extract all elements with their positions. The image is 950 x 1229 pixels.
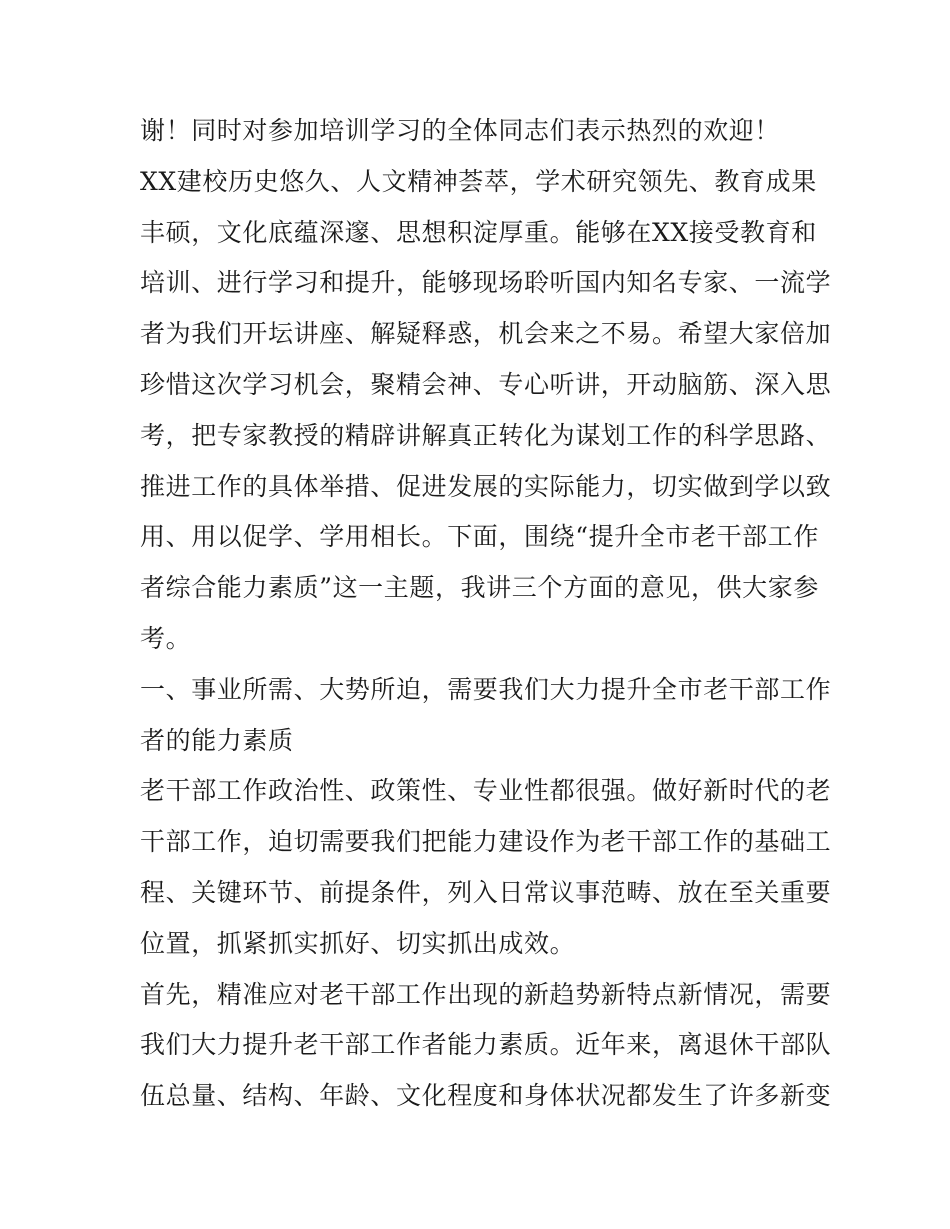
section-heading-line-2: 者的能力素质 [140, 725, 294, 755]
text-line-18: 首先，精准应对老干部工作出现的新趋势新特点新情况，需要 [140, 979, 832, 1009]
text-line-15: 干部工作，迫切需要我们把能力建设作为老干部工作的基础工 [140, 827, 832, 857]
document-body [140, 106, 832, 1122]
text-line-10: 者综合能力素质”这一主题，我讲三个方面的意见，供大家参 [140, 573, 819, 603]
text-line-14: 老干部工作政治性、政策性、专业性都很强。做好新时代的老 [140, 776, 832, 806]
text-line-17: 位置，抓紧抓实抓好、切实抓出成效。 [140, 928, 576, 958]
section-heading-line-1: 一、事业所需、大势所迫，需要我们大力提升全市老干部工作 [140, 674, 832, 704]
text-line-4: 培训、进行学习和提升，能够现场聆听国内知名专家、一流学 [140, 268, 832, 298]
text-line-20: 伍总量、结构、年龄、文化程度和身体状况都发生了许多新变 [140, 1081, 832, 1111]
text-line-6: 珍惜这次学习机会，聚精会神、专心听讲，开动脑筋、深入思 [140, 369, 832, 399]
text-line-5: 者为我们开坛讲座、解疑释惑，机会来之不易。希望大家倍加 [140, 319, 832, 349]
text-line-8: 推进工作的具体举措、促进发展的实际能力，切实做到学以致 [140, 471, 832, 501]
text-line-1: 谢！同时对参加培训学习的全体同志们表示热烈的欢迎！ [140, 116, 781, 145]
text-line-19: 我们大力提升老干部工作者能力素质。近年来，离退休干部队 [140, 1030, 832, 1060]
text-line-2: XX建校历史悠久、人文精神荟萃，学术研究领先、教育成果 [140, 166, 817, 196]
text-line-16: 程、关键环节、前提条件，列入日常议事范畴、放在至关重要 [140, 877, 832, 907]
text-line-11: 考。 [140, 623, 192, 653]
text-line-9: 用、用以促学、学用相长。下面，围绕“提升全市老干部工作 [140, 522, 819, 552]
text-line-7: 考，把专家教授的精辟讲解真正转化为谋划工作的科学思路、 [140, 420, 832, 450]
text-line-3: 丰硕，文化底蕴深邃、思想积淀厚重。能够在XX接受教育和 [140, 217, 817, 247]
